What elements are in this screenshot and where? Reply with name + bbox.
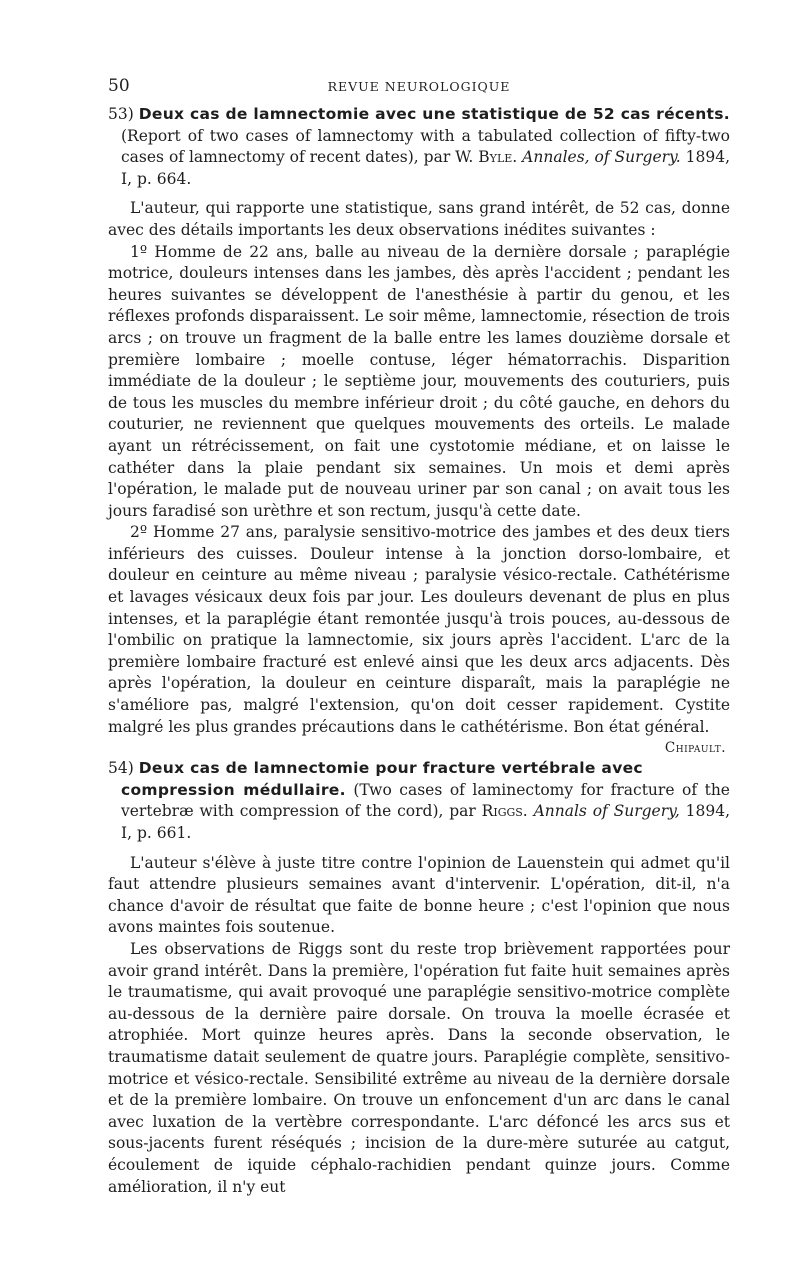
entry-heading [108,758,730,844]
page-number: 50 [108,76,130,96]
entry-author: Byle. [478,148,518,167]
signature: Chipault. [664,740,726,757]
paragraph: L'auteur, qui rapporte une statistique, sans grand intérêt, de 52 cas, donne avec des détails importants les deux observations inédites suivantes : [108,199,730,239]
entry-journal: Annales, of Surgery. [522,148,681,167]
entry-author: Riggs. [481,802,528,821]
entry-heading [108,104,730,190]
paragraph [108,522,730,757]
running-title: REVUE NEUROLOGIQUE [327,79,511,94]
entry-subtitle: (Report of two cases of lamnectomy with a tabulated collection of fifty-two cases of lamnectomy of recent dates), par W. [121,126,730,167]
paragraph: L'auteur s'élève à juste titre contre l'opinion de Lauenstein qui admet qu'il faut attendre plusieurs semaines avant d'intervenir. L'opération, dit-il, n'a chance d'avoir de résultat que faite de bonne heure ; c'est l'opinion que nous avons maintes fois soutenue. [108,853,730,937]
entry-title: Deux cas de lamnectomie pour fracture vertébrale avec compression médullaire. [121,759,643,799]
entry-number: 54) [108,759,134,778]
entry-number: 53) [108,105,134,123]
entry-53 [108,104,730,757]
entry-citation: 1894, I, p. 664. [121,148,730,188]
entry-54 [108,758,730,1198]
entry-title: Deux cas de lamnectomie avec une statistique de 52 cas récents. [138,105,730,123]
paragraph: 1º Homme de 22 ans, balle au niveau de la dernière dorsale ; paraplégie motrice, douleurs intenses dans les jambes, dès après l'accident ; pendant les heures suivantes se développent de l'anesthésie à partir du genou, et les réflexes profonds disparaissent. Le soir même, lamnectomie, résection de trois arcs ; on trouve un fragment de la balle entre les lames douzième dorsale et première lombaire ; moelle contuse, léger hématorrachis. Disparition immédiate de la douleur ; le septième jour, mouvements des couturiers, puis de tous les muscles du membre inférieur droit ; du côté gauche, en dehors du couturier, ne reviennent que quelques mouvements des orteils. Le malade ayant un rétrécissement, on fait une cystotomie médiane, et on laisse le cathéter dans la plaie pendant six semaines. Un mois et demi après l'opération, le malade put de nouveau uriner par son canal ; on avait tous les jours faradisé son urèthre et son rectum, jusqu'à cette date. [108,242,730,520]
entry-subtitle: (Two cases of laminectomy for fracture of the vertebræ with compression of the cord), par [121,780,730,821]
paragraph: Les observations de Riggs sont du reste trop brièvement rapportées pour avoir grand intérêt. Dans la première, l'opération fut faite huit semaines après le traumatisme, qui avait provoqué une paraplégie sensitivo-motrice complète au-dessous de la dernière paire dorsale. On trouva la moelle écrasée et atrophiée. Mort quinze heures après. Dans la seconde observation, le traumatisme datait seulement de quatre jours. Paraplégie complète, sensitivo-motrice et vésico-rectale. Sensibilité extrême au niveau de la dernière dorsale et de la première lombaire. On trouve un enfoncement d'un arc dans le canal avec luxation de la vertèbre correspondante. L'arc défoncé les arcs sus et sous-jacents furent réséqués ; incision de la dure-mère suturée au catgut, écoulement de iquide céphalo-rachidien pendant quinze jours. Comme amélioration, il n'y eut [108,939,730,1196]
page-header [108,76,730,104]
entry-citation: 1894, I, p. 661. [121,802,730,842]
paragraph-text: 2º Homme 27 ans, paralysie sensitivo-motrice des jambes et des deux tiers inférieurs des cuisses. Douleur intense à la jonction dorso-lombaire, et douleur en ceinture au même niveau ; paralysie vésico-rectale. Cathétérisme et lavages vésicaux deux fois par jour. Les douleurs devenant de plus en plus intenses, et la paraplégie étant remontée jusqu'à trois pouces, au-dessous de l'ombilic on pratique la lamnectomie, six jours après l'accident. L'arc de la première lombaire fracturé est enlevé ainsi que les deux arcs adjacents. Dès après l'opération, la douleur en ceinture disparaît, mais la paraplégie ne s'améliore pas, malgré l'extension, qu'on doit cesser rapidement. Cystite malgré les plus grandes précautions dans le cathétérisme. Bon état général. [108,523,730,736]
entry-journal: Annals of Surgery, [533,802,680,821]
page [108,76,730,1198]
entry-separator [108,738,730,758]
